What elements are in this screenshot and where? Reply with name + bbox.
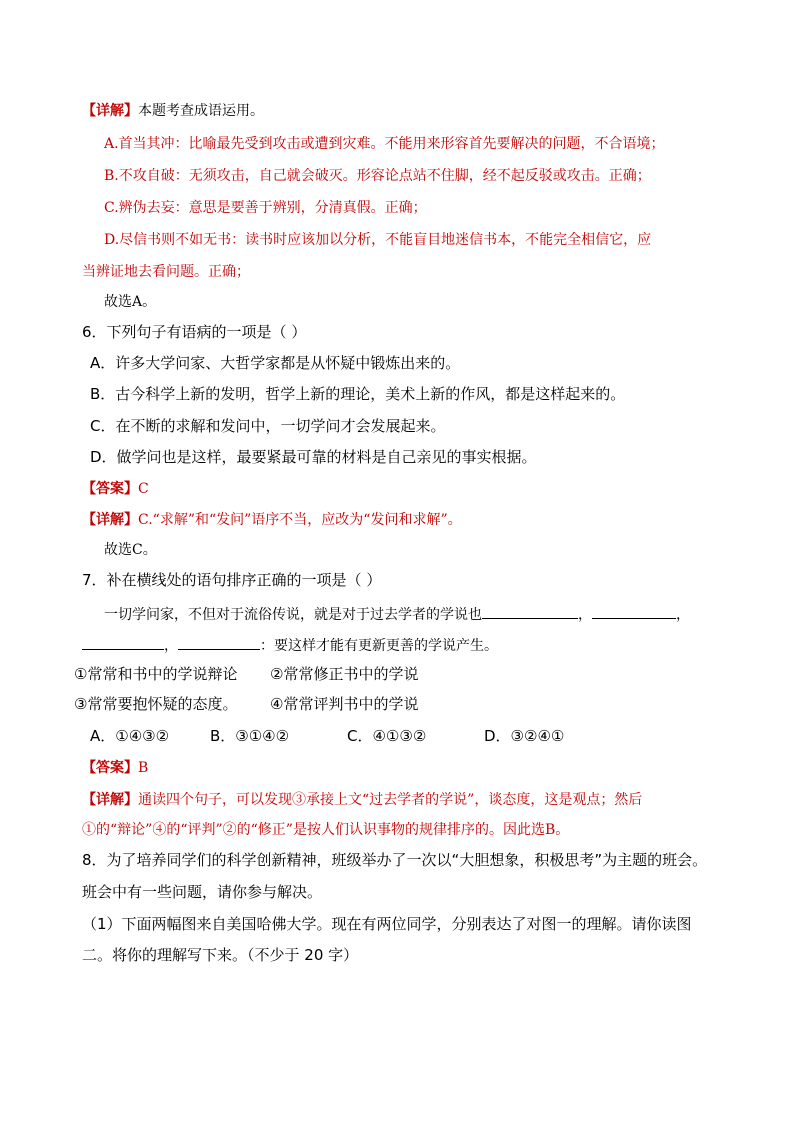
q7-choices <box>90 726 564 746</box>
q7-answer <box>82 758 148 778</box>
q8-intro-line1: 8．为了培养同学们的科学创新精神，班级举办了一次以“大胆想象，积极思考”为主题的班会。 <box>82 851 708 869</box>
q7-passage-start: 一切学问家，不但对于流俗传说，就是对于过去学者的学说也 <box>104 607 482 623</box>
q7-separator-3: ， <box>164 638 178 654</box>
q6-detail <box>82 510 462 530</box>
q6-option-d: D．做学问也是这样，最要紧最可靠的材料是自己亲见的事实根据。 <box>90 448 537 466</box>
q6-answer-tag: 【答案】 <box>82 481 138 497</box>
q6-option-c: C．在不断的求解和发问中，一切学问才会发展起来。 <box>90 417 446 435</box>
q7-choice-b: B．③①④② <box>210 727 290 745</box>
q7-item-2: ②常常修正书中的学说 <box>270 665 419 683</box>
q5-conclusion: 故选A。 <box>104 294 157 310</box>
q8-sub1-line1: （1）下面两幅图来自美国哈佛大学。现在有两位同学，分别表达了对图一的理解。请你读图 <box>82 915 692 933</box>
q7-item-1: ①常常和书中的学说辩论 <box>74 665 238 683</box>
q7-blank-3 <box>82 634 164 650</box>
q7-item-3: ③常常要抱怀疑的态度。 <box>74 695 238 713</box>
q7-item-4: ④常常评判书中的学说 <box>270 695 419 713</box>
q7-detail-line1 <box>82 790 642 810</box>
q5-option-a-explanation: A.首当其冲：比喻最先受到攻击或遭到灾难。不能用来形容首先要解决的问题，不合语境； <box>104 136 665 152</box>
q6-answer <box>82 479 149 499</box>
q7-blank-2 <box>592 603 676 619</box>
q7-items-row1 <box>74 664 418 684</box>
q8-sub1-line2: 二。将你的理解写下来。（不少于 20 字） <box>82 946 359 964</box>
q6-answer-value: C <box>138 481 149 497</box>
q5-option-b-explanation: B.不攻自破：无须攻击，自己就会破灭。形容论点站不住脚，经不起反驳或攻击。正确； <box>104 168 651 184</box>
q7-detail-text-1: 通读四个句子，可以发现③承接上文“过去学者的学说”，谈态度，这是观点；然后 <box>138 792 643 808</box>
q7-detail-tag: 【详解】 <box>82 792 138 808</box>
q7-answer-tag: 【答案】 <box>82 760 138 776</box>
q7-separator-1: ， <box>578 607 592 623</box>
q8-intro-line2: 班会中有一些问题，请你参与解决。 <box>82 883 323 901</box>
q6-option-b: B．古今科学上新的发明，哲学上新的理论，美术上新的作风，都是这样起来的。 <box>90 385 626 403</box>
q7-answer-value: B <box>138 760 149 776</box>
q5-option-d-explanation-line1: D.尽信书则不如无书：读书时应该加以分析，不能盲目地迷信书本，不能完全相信它，应 <box>104 232 652 248</box>
q6-conclusion: 故选C。 <box>104 542 157 558</box>
q7-choice-a: A．①④③② <box>90 727 170 745</box>
q7-separator-2: ， <box>676 607 690 623</box>
q7-choice-c: C．④①③② <box>347 727 427 745</box>
q5-option-c-explanation: C.辨伪去妄：意思是要善于辨别，分清真假。正确； <box>104 200 427 216</box>
q7-passage-line2 <box>82 634 498 656</box>
q7-detail-line2: ①的“辩论”④的“评判”②的“修正”是按人们认识事物的规律排序的。因此选B。 <box>82 822 570 838</box>
q7-blank-4 <box>178 634 260 650</box>
q7-passage-end: ：要这样才能有更新更善的学说产生。 <box>260 638 498 654</box>
q6-detail-tag: 【详解】 <box>82 512 138 528</box>
q6-question: 6．下列句子有语病的一项是（ ） <box>82 323 307 341</box>
q6-detail-text: C.“求解”和“发问”语序不当，应改为“发问和求解”。 <box>138 512 462 528</box>
q7-question: 7．补在横线处的语句排序正确的一项是（ ） <box>82 571 382 589</box>
q5-option-d-explanation-line2: 当辨证地去看问题。正确； <box>82 264 250 280</box>
q5-detail-intro: 本题考查成语运用。 <box>138 103 264 119</box>
q7-blank-1 <box>482 603 578 619</box>
q7-passage-line1 <box>104 603 690 625</box>
q5-detail-tag: 【详解】 <box>82 103 138 119</box>
q7-items-row2 <box>74 694 418 714</box>
q7-choice-d: D．③②④① <box>484 727 565 745</box>
q6-option-a: A．许多大学问家、大哲学家都是从怀疑中锻炼出来的。 <box>90 354 461 372</box>
q5-detail <box>82 101 264 121</box>
